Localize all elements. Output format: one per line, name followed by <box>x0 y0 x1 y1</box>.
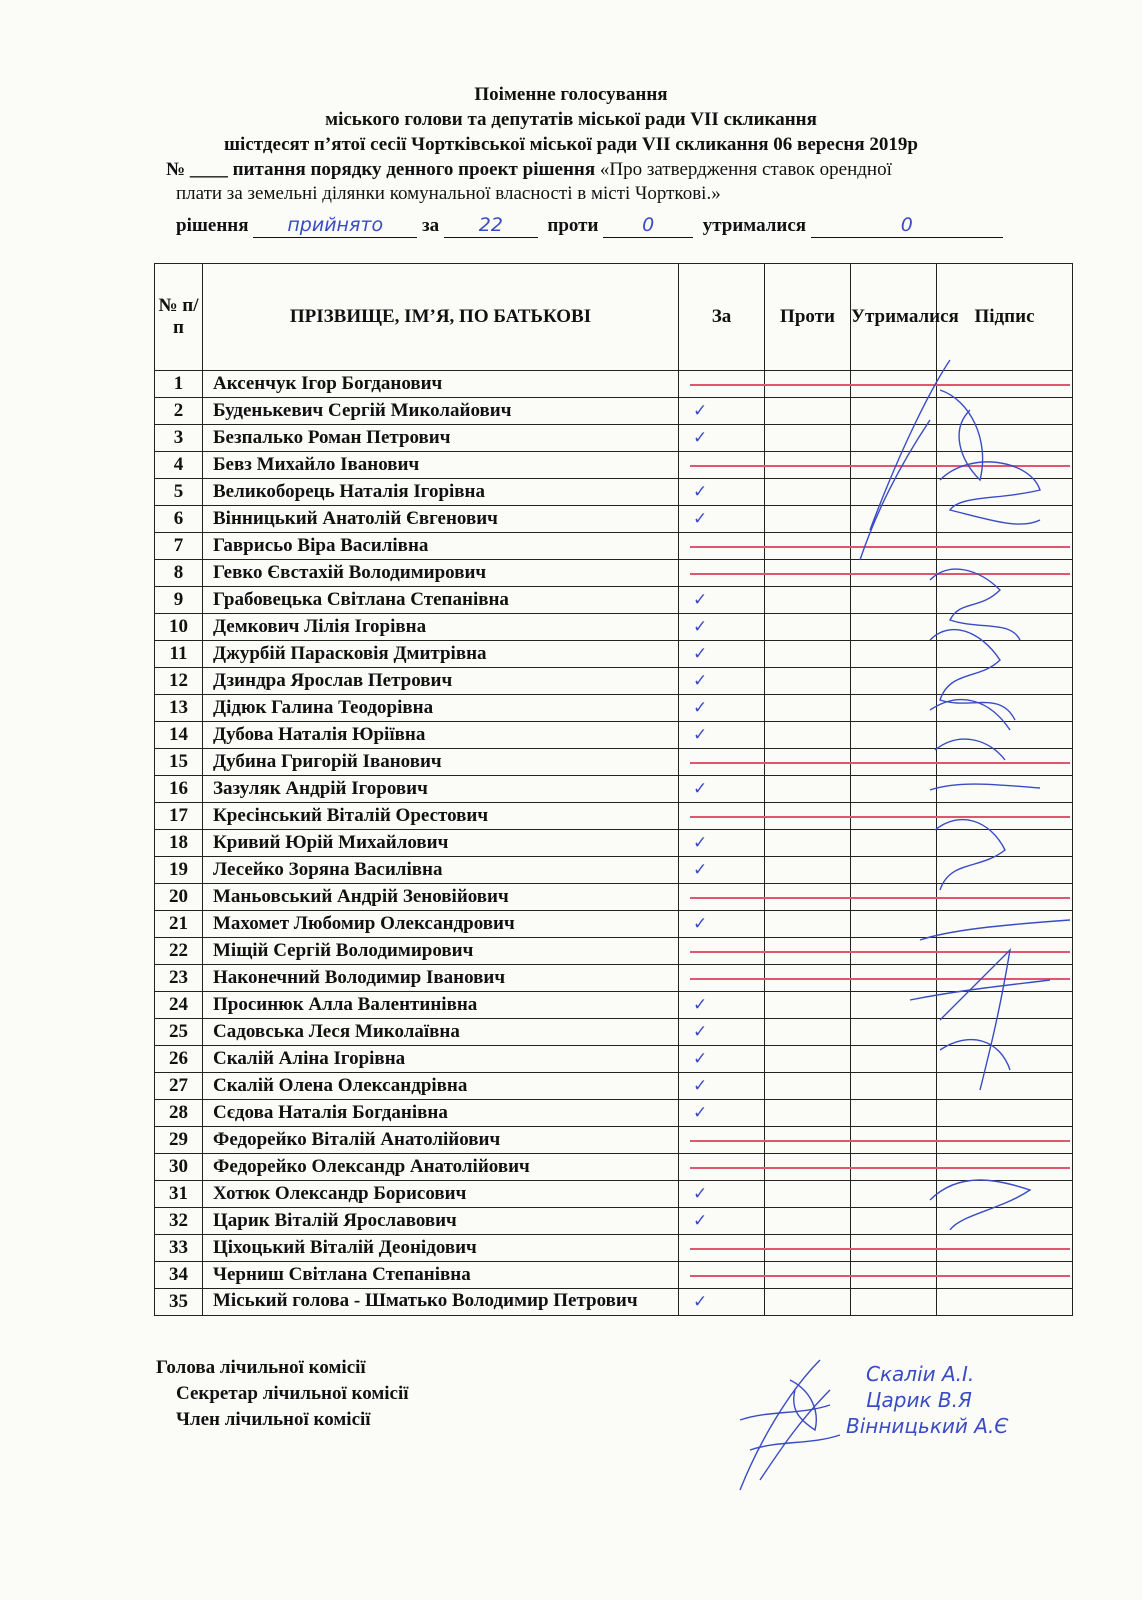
row-for-cell <box>679 1019 765 1046</box>
row-name: Зазуляк Андрій Ігорович <box>203 776 679 803</box>
row-number: 24 <box>155 992 203 1019</box>
row-number: 1 <box>155 371 203 398</box>
check-mark-icon: ✓ <box>693 1103 708 1123</box>
row-for-cell <box>679 1073 765 1100</box>
row-for-cell <box>679 668 765 695</box>
row-number: 25 <box>155 1019 203 1046</box>
row-for-cell <box>679 398 765 425</box>
row-number: 30 <box>155 1154 203 1181</box>
check-mark-icon: ✓ <box>693 1049 708 1069</box>
row-number: 11 <box>155 641 203 668</box>
row-for-cell <box>679 992 765 1019</box>
row-number: 28 <box>155 1100 203 1127</box>
row-number: 9 <box>155 587 203 614</box>
row-against-cell <box>765 614 851 641</box>
row-name: Маньовський Андрій Зеновійович <box>203 884 679 911</box>
check-mark-icon: ✓ <box>693 1184 708 1204</box>
row-for-cell <box>679 425 765 452</box>
row-name: Ціхоцький Віталій Деонідович <box>203 1235 679 1262</box>
row-against-cell <box>765 830 851 857</box>
row-against-cell <box>765 641 851 668</box>
header-name: ПРІЗВИЩЕ, ІМ’Я, ПО БАТЬКОВІ <box>203 264 679 371</box>
issue-line-2: плати за земельні ділянки комунальної власності в місті Чорткові.» <box>176 183 721 204</box>
row-against-cell <box>765 1208 851 1235</box>
row-against-cell <box>765 857 851 884</box>
row-number: 34 <box>155 1262 203 1289</box>
row-against-cell <box>765 776 851 803</box>
row-name: Садовська Леся Миколаївна <box>203 1019 679 1046</box>
row-number: 7 <box>155 533 203 560</box>
row-number: 27 <box>155 1073 203 1100</box>
row-number: 18 <box>155 830 203 857</box>
row-name: Безпалько Роман Петрович <box>203 425 679 452</box>
row-name: Черниш Світлана Степанівна <box>203 1262 679 1289</box>
decision-value: прийнято <box>287 214 384 236</box>
header-num: № п/п <box>155 264 203 371</box>
row-name: Кресінський Віталій Орестович <box>203 803 679 830</box>
row-number: 4 <box>155 452 203 479</box>
row-against-cell <box>765 506 851 533</box>
row-number: 12 <box>155 668 203 695</box>
row-number: 21 <box>155 911 203 938</box>
check-mark-icon: ✓ <box>693 1076 708 1096</box>
header-line-2: міського голови та депутатів міської ради VII скликання <box>325 109 817 130</box>
row-number: 10 <box>155 614 203 641</box>
check-mark-icon: ✓ <box>693 590 708 610</box>
row-against-cell <box>765 1019 851 1046</box>
row-name: Лесейко Зоряна Василівна <box>203 857 679 884</box>
row-against-cell <box>765 1073 851 1100</box>
row-number: 16 <box>155 776 203 803</box>
row-name: Кривий Юрій Михайлович <box>203 830 679 857</box>
row-number: 33 <box>155 1235 203 1262</box>
row-name: Просинюк Алла Валентинівна <box>203 992 679 1019</box>
issue-prefix: № ____ питання порядку денного проект рішення <box>166 159 596 180</box>
check-mark-icon: ✓ <box>693 644 708 664</box>
row-for-cell <box>679 911 765 938</box>
header-abstained: Утрималися <box>851 264 937 371</box>
against-label: проти <box>547 215 599 236</box>
row-for-cell <box>679 506 765 533</box>
row-for-cell <box>679 1046 765 1073</box>
row-name: Наконечний Володимир Іванович <box>203 965 679 992</box>
row-for-cell <box>679 776 765 803</box>
row-for-cell <box>679 1208 765 1235</box>
row-for-cell <box>679 1100 765 1127</box>
row-name: Бевз Михайло Іванович <box>203 452 679 479</box>
strike-line <box>690 1275 1070 1277</box>
check-mark-icon: ✓ <box>693 509 708 529</box>
row-number: 6 <box>155 506 203 533</box>
row-for-cell <box>679 479 765 506</box>
check-mark-icon: ✓ <box>693 482 708 502</box>
row-name: Міщій Сергій Володимирович <box>203 938 679 965</box>
row-number: 35 <box>155 1289 203 1316</box>
check-mark-icon: ✓ <box>693 914 708 934</box>
check-mark-icon: ✓ <box>693 698 708 718</box>
row-name: Грабовецька Світлана Степанівна <box>203 587 679 614</box>
check-mark-icon: ✓ <box>693 1292 708 1312</box>
row-name: Царик Віталій Ярославович <box>203 1208 679 1235</box>
row-number: 31 <box>155 1181 203 1208</box>
row-name: Великоборець Наталія Ігорівна <box>203 479 679 506</box>
row-against-cell <box>765 722 851 749</box>
row-against-cell <box>765 1100 851 1127</box>
row-name: Хотюк Олександр Борисович <box>203 1181 679 1208</box>
for-value: 22 <box>478 214 503 236</box>
strike-line <box>690 1248 1070 1250</box>
row-for-cell <box>679 614 765 641</box>
row-name: Дзиндра Ярослав Петрович <box>203 668 679 695</box>
chair-name: Скаліи А.І. <box>866 1362 975 1386</box>
document-title: Поіменне голосування <box>474 84 668 105</box>
row-number: 22 <box>155 938 203 965</box>
row-name: Міський голова - Шматько Володимир Петрович <box>203 1289 679 1316</box>
row-number: 14 <box>155 722 203 749</box>
row-against-cell <box>765 1181 851 1208</box>
row-abstained-cell <box>851 1289 937 1316</box>
row-name: Федорейко Олександр Анатолійович <box>203 1154 679 1181</box>
check-mark-icon: ✓ <box>693 1211 708 1231</box>
row-for-cell <box>679 1181 765 1208</box>
row-for-cell <box>679 722 765 749</box>
check-mark-icon: ✓ <box>693 779 708 799</box>
row-for-cell <box>679 857 765 884</box>
row-name: Дубина Григорій Іванович <box>203 749 679 776</box>
footer-member: Член лічильної комісії <box>176 1409 371 1430</box>
row-name: Махомет Любомир Олександрович <box>203 911 679 938</box>
row-name: Гаврисьо Віра Василівна <box>203 533 679 560</box>
row-number: 23 <box>155 965 203 992</box>
against-value: 0 <box>642 214 655 236</box>
row-number: 19 <box>155 857 203 884</box>
issue-text-1: «Про затвердження ставок орендної <box>599 159 892 180</box>
row-against-cell <box>765 587 851 614</box>
decision-line <box>176 214 1003 238</box>
issue-line <box>166 159 892 181</box>
row-name: Скалій Аліна Ігорівна <box>203 1046 679 1073</box>
table-row <box>155 1289 1073 1316</box>
signature-scribbles <box>840 330 1080 1230</box>
row-signature-cell <box>937 1289 1073 1316</box>
row-for-cell <box>679 830 765 857</box>
row-number: 8 <box>155 560 203 587</box>
row-number: 32 <box>155 1208 203 1235</box>
row-number: 13 <box>155 695 203 722</box>
footer-secretary: Секретар лічильної комісії <box>176 1383 409 1404</box>
row-against-cell <box>765 425 851 452</box>
row-against-cell <box>765 668 851 695</box>
check-mark-icon: ✓ <box>693 401 708 421</box>
row-against-cell <box>765 1046 851 1073</box>
row-number: 17 <box>155 803 203 830</box>
row-number: 26 <box>155 1046 203 1073</box>
row-for-cell <box>679 695 765 722</box>
row-number: 15 <box>155 749 203 776</box>
for-label: за <box>422 215 440 236</box>
row-number: 3 <box>155 425 203 452</box>
row-against-cell <box>765 911 851 938</box>
row-name: Сєдова Наталія Богданівна <box>203 1100 679 1127</box>
row-number: 2 <box>155 398 203 425</box>
row-against-cell <box>765 695 851 722</box>
row-name: Аксенчук Ігор Богданович <box>203 371 679 398</box>
row-for-cell <box>679 641 765 668</box>
row-against-cell <box>765 992 851 1019</box>
check-mark-icon: ✓ <box>693 725 708 745</box>
check-mark-icon: ✓ <box>693 1022 708 1042</box>
header-for: За <box>679 264 765 371</box>
row-name: Вінницький Анатолій Євгенович <box>203 506 679 533</box>
row-name: Джурбій Парасковія Дмитрівна <box>203 641 679 668</box>
row-for-cell <box>679 1289 765 1316</box>
row-against-cell <box>765 1289 851 1316</box>
commission-signatures <box>720 1350 890 1500</box>
footer-chair: Голова лічильної комісії <box>156 1357 366 1378</box>
check-mark-icon: ✓ <box>693 833 708 853</box>
check-mark-icon: ✓ <box>693 671 708 691</box>
row-name: Гевко Євстахій Володимирович <box>203 560 679 587</box>
row-number: 20 <box>155 884 203 911</box>
check-mark-icon: ✓ <box>693 428 708 448</box>
header-against: Проти <box>765 264 851 371</box>
abstained-value: 0 <box>900 214 913 236</box>
check-mark-icon: ✓ <box>693 617 708 637</box>
row-for-cell <box>679 587 765 614</box>
header-signature: Підпис <box>937 264 1073 371</box>
secretary-name: Царик В.Я <box>866 1388 972 1412</box>
check-mark-icon: ✓ <box>693 995 708 1015</box>
row-name: Скалій Олена Олександрівна <box>203 1073 679 1100</box>
row-name: Буденькевич Сергій Миколайович <box>203 398 679 425</box>
row-against-cell <box>765 479 851 506</box>
row-name: Демкович Лілія Ігорівна <box>203 614 679 641</box>
check-mark-icon: ✓ <box>693 860 708 880</box>
row-number: 29 <box>155 1127 203 1154</box>
row-name: Дідюк Галина Теодорівна <box>203 695 679 722</box>
member-name: Вінницький А.Є <box>846 1414 1009 1438</box>
row-number: 5 <box>155 479 203 506</box>
abstained-label: утрималися <box>702 215 807 236</box>
row-against-cell <box>765 398 851 425</box>
decision-label: рішення <box>176 215 249 236</box>
row-name: Федорейко Віталій Анатолійович <box>203 1127 679 1154</box>
row-name: Дубова Наталія Юріївна <box>203 722 679 749</box>
header-line-3: шістдесят п’ятої сесії Чортківської міської ради VII скликання 06 вересня 2019р <box>224 134 918 155</box>
